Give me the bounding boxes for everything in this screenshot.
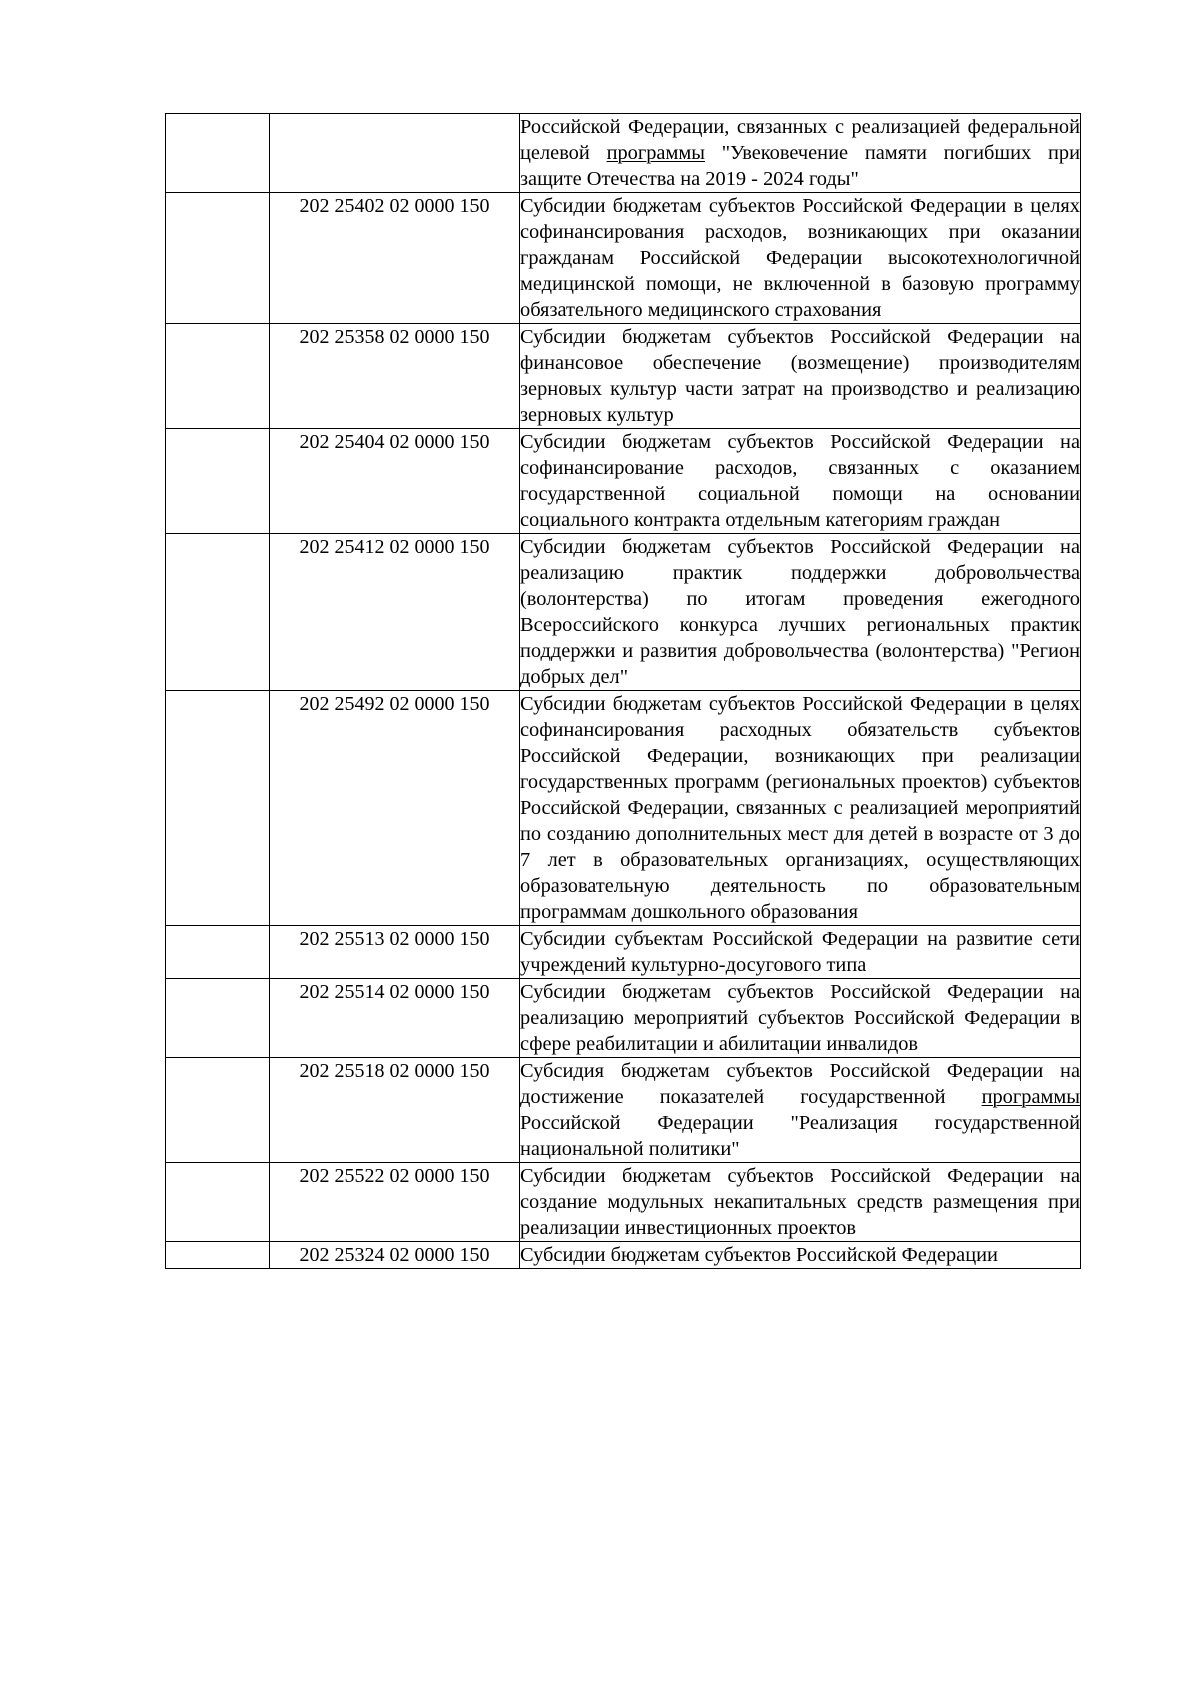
table-row: [166, 1163, 1081, 1242]
budget-code-table: [165, 113, 1081, 1269]
description-text: Российской Федерации, связанных с реализацией федеральной целевой: [520, 116, 1080, 164]
table-row: [166, 193, 1081, 324]
budget-code-cell: [270, 114, 520, 193]
description-cell: Субсидии бюджетам субъектов Российской Федерации: [520, 1242, 1081, 1269]
description-cell: Субсидии бюджетам субъектов Российской Федерации на реализацию практик поддержки добровольчества (волонтерства) по итогам проведения ежегодного Всероссийского конкурса лучших региональных практик поддержки и развития добровольчества (волонтерства) "Регион добрых дел": [520, 534, 1081, 691]
budget-code-cell: 202 25402 02 0000 150: [270, 193, 520, 324]
empty-cell: [166, 691, 270, 926]
budget-code-cell: 202 25513 02 0000 150: [270, 926, 520, 979]
budget-code-cell: 202 25324 02 0000 150: [270, 1242, 520, 1269]
budget-code-cell: 202 25518 02 0000 150: [270, 1058, 520, 1163]
description-text: Субсидия бюджетам субъектов Российской Федерации на достижение показателей государственной: [520, 1060, 1080, 1108]
table-row: [166, 926, 1081, 979]
empty-cell: [166, 1242, 270, 1269]
description-text: "Увековечение памяти погибших при защите Отечества на 2019 - 2024 годы": [520, 142, 1081, 190]
table-row: [166, 1242, 1081, 1269]
description-text: Российской Федерации "Реализация государственной национальной политики": [520, 1112, 1080, 1160]
table-row: [166, 979, 1081, 1058]
empty-cell: [166, 1058, 270, 1163]
empty-cell: [166, 114, 270, 193]
table-row: [166, 429, 1081, 534]
description-cell: Субсидии бюджетам субъектов Российской Федерации в целях софинансирования расходов, возникающих при оказании гражданам Российской Федерации высокотехнологичной медицинской помощи, не включенной в базовую программу обязательного медицинского страхования: [520, 193, 1081, 324]
budget-code-cell: 202 25514 02 0000 150: [270, 979, 520, 1058]
description-cell: Субсидии бюджетам субъектов Российской Федерации на реализацию мероприятий субъектов Российской Федерации в сфере реабилитации и абилитации инвалидов: [520, 979, 1081, 1058]
table-row: [166, 691, 1081, 926]
description-cell: Субсидии субъектам Российской Федерации на развитие сети учреждений культурно-досугового типа: [520, 926, 1081, 979]
description-cell: Субсидии бюджетам субъектов Российской Федерации на создание модульных некапитальных средств размещения при реализации инвестиционных проектов: [520, 1163, 1081, 1242]
budget-code-cell: 202 25492 02 0000 150: [270, 691, 520, 926]
empty-cell: [166, 193, 270, 324]
budget-code-cell: 202 25412 02 0000 150: [270, 534, 520, 691]
budget-code-cell: 202 25522 02 0000 150: [270, 1163, 520, 1242]
budget-code-cell: 202 25404 02 0000 150: [270, 429, 520, 534]
table-row: [166, 1058, 1081, 1163]
description-cell: [520, 1058, 1081, 1163]
table-row: [166, 324, 1081, 429]
budget-code-cell: 202 25358 02 0000 150: [270, 324, 520, 429]
empty-cell: [166, 1163, 270, 1242]
table-row: [166, 534, 1081, 691]
empty-cell: [166, 324, 270, 429]
program-link[interactable]: программы: [981, 1086, 1080, 1108]
empty-cell: [166, 534, 270, 691]
program-link[interactable]: программы: [606, 142, 705, 164]
empty-cell: [166, 926, 270, 979]
table-row: [166, 114, 1081, 193]
description-cell: Субсидии бюджетам субъектов Российской Федерации на финансовое обеспечение (возмещение) производителям зерновых культур части затрат на производство и реализацию зерновых культур: [520, 324, 1081, 429]
empty-cell: [166, 429, 270, 534]
description-cell: Субсидии бюджетам субъектов Российской Федерации в целях софинансирования расходных обязательств субъектов Российской Федерации, возникающих при реализации государственных программ (региональных проектов) субъектов Российской Федерации, связанных с реализацией мероприятий по созданию дополнительных мест для детей в возрасте от 3 до 7 лет в образовательных организациях, осуществляющих образовательную деятельность по образовательным программам дошкольного образования: [520, 691, 1081, 926]
description-cell: [520, 114, 1081, 193]
empty-cell: [166, 979, 270, 1058]
description-cell: Субсидии бюджетам субъектов Российской Федерации на софинансирование расходов, связанных с оказанием государственной социальной помощи на основании социального контракта отдельным категориям граждан: [520, 429, 1081, 534]
